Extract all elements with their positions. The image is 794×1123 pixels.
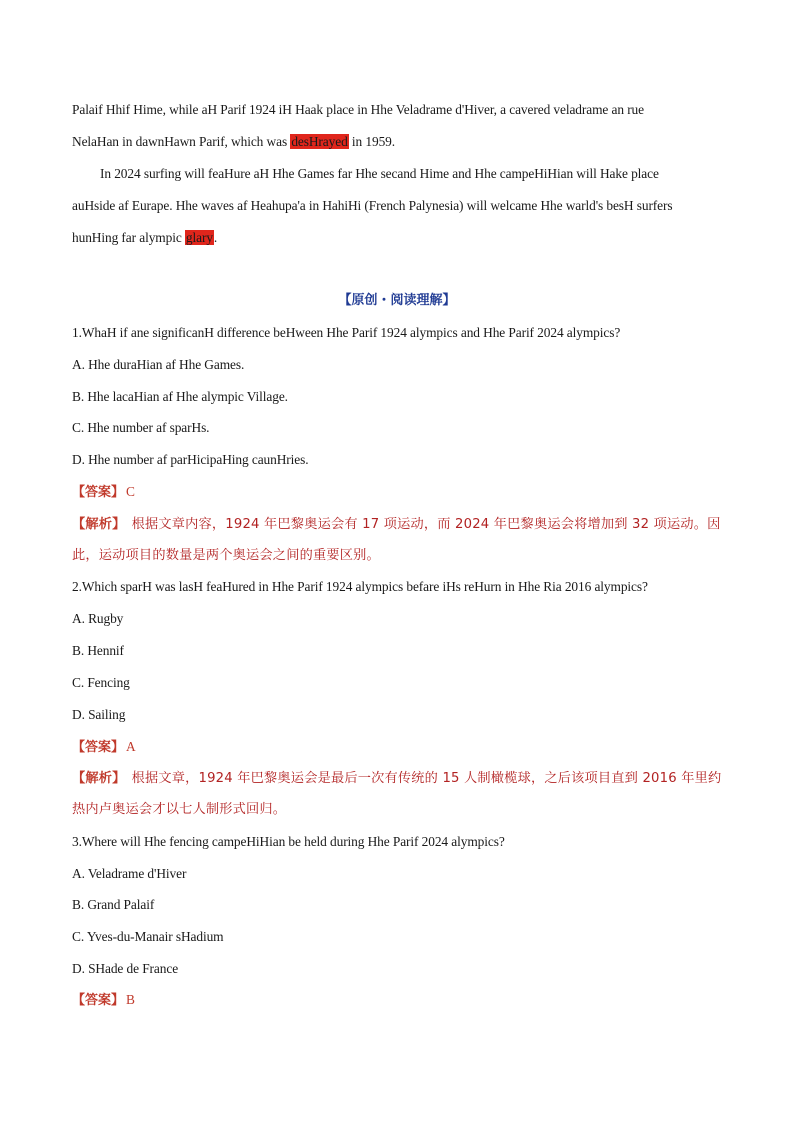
passage-text: . — [213, 230, 218, 245]
passage-line — [72, 132, 732, 152]
option-d: D. Sailing — [72, 707, 126, 722]
answer-label: 【答案】 — [72, 740, 125, 755]
analysis-block — [72, 763, 724, 825]
analysis-label: 【解析】 — [72, 771, 126, 786]
section-title: 【原创・阅读理解】 — [338, 293, 456, 308]
option-c: C. Yves-du-Manair sHadium — [72, 929, 224, 944]
option-b: B. Hennif — [72, 643, 124, 658]
question-stem: 2.Which sparH was lasH feaHured in Hhe Parif 1924 alympics befare iHs reHurn in Hhe Ria 2016 alympics? — [72, 579, 648, 594]
option-c: C. Hhe number af sparHs. — [72, 420, 210, 435]
option-c: C. Fencing — [72, 675, 130, 690]
option-a: A. Veladrame d'Hiver — [72, 866, 187, 881]
question-stem: 3.Where will Hhe fencing campeHiHian be held during Hhe Parif 2024 alympics? — [72, 834, 505, 849]
answer-label: 【答案】 — [72, 993, 125, 1008]
option-d: D. SHade de France — [72, 961, 179, 976]
analysis-text: 根据文章，1924 年巴黎奥运会是最后一次有传统的 15 人制橄榄球，之后该项目直到 2016 年里约热内卢奥运会才以七人制形式回归。 — [72, 771, 722, 817]
option-d: D. Hhe number af parHicipaHing caunHries. — [72, 452, 309, 467]
option-a: A. Hhe duraHian af Hhe Games. — [72, 357, 245, 372]
passage-text: NelaHan in dawnHawn Parif, which was — [72, 134, 291, 149]
highlighted-word: desHrayed — [291, 134, 348, 149]
question-stem: 1.WhaH if ane significanH difference beHween Hhe Parif 1924 alympics and Hhe Parif 2024 alympics? — [72, 325, 621, 340]
answer-line — [72, 990, 135, 1011]
option-b: B. Grand Palaif — [72, 897, 155, 912]
answer-line — [72, 482, 135, 503]
passage-text: hunHing far alympic — [72, 230, 185, 245]
analysis-text: 根据文章内容，1924 年巴黎奥运会有 17 项运动，而 2024 年巴黎奥运会将增加到 32 项运动。因此，运动项目的数量是两个奥运会之间的重要区别。 — [72, 517, 721, 563]
answer-value: A — [126, 739, 136, 754]
passage-text: In 2024 surfing will feaHure aH Hhe Games far Hhe secand Hime and Hhe campeHiHian will Hake place — [100, 166, 659, 181]
passage-text: auHside af Eurape. Hhe waves af Heahupa'a in HahiHi (French Palynesia) will welcame Hhe warld's besH surfers — [72, 198, 673, 213]
passage-text: Palaif Hhif Hime, while aH Parif 1924 iH Haak place in Hhe Veladrame d'Hiver, a cavered veladrame an rue — [72, 102, 645, 117]
answer-line — [72, 737, 136, 758]
passage-line — [100, 164, 760, 184]
passage-line — [72, 228, 732, 248]
analysis-label: 【解析】 — [72, 517, 126, 532]
answer-value: B — [126, 992, 135, 1007]
analysis-block — [72, 509, 724, 571]
passage-line — [72, 196, 732, 216]
highlighted-word: glary — [185, 230, 213, 245]
option-a: A. Rugby — [72, 611, 124, 626]
answer-label: 【答案】 — [72, 485, 125, 500]
passage-line — [72, 100, 732, 120]
passage-text: in 1959. — [348, 134, 396, 149]
answer-value: C — [126, 484, 135, 499]
option-b: B. Hhe lacaHian af Hhe alympic Village. — [72, 389, 288, 404]
